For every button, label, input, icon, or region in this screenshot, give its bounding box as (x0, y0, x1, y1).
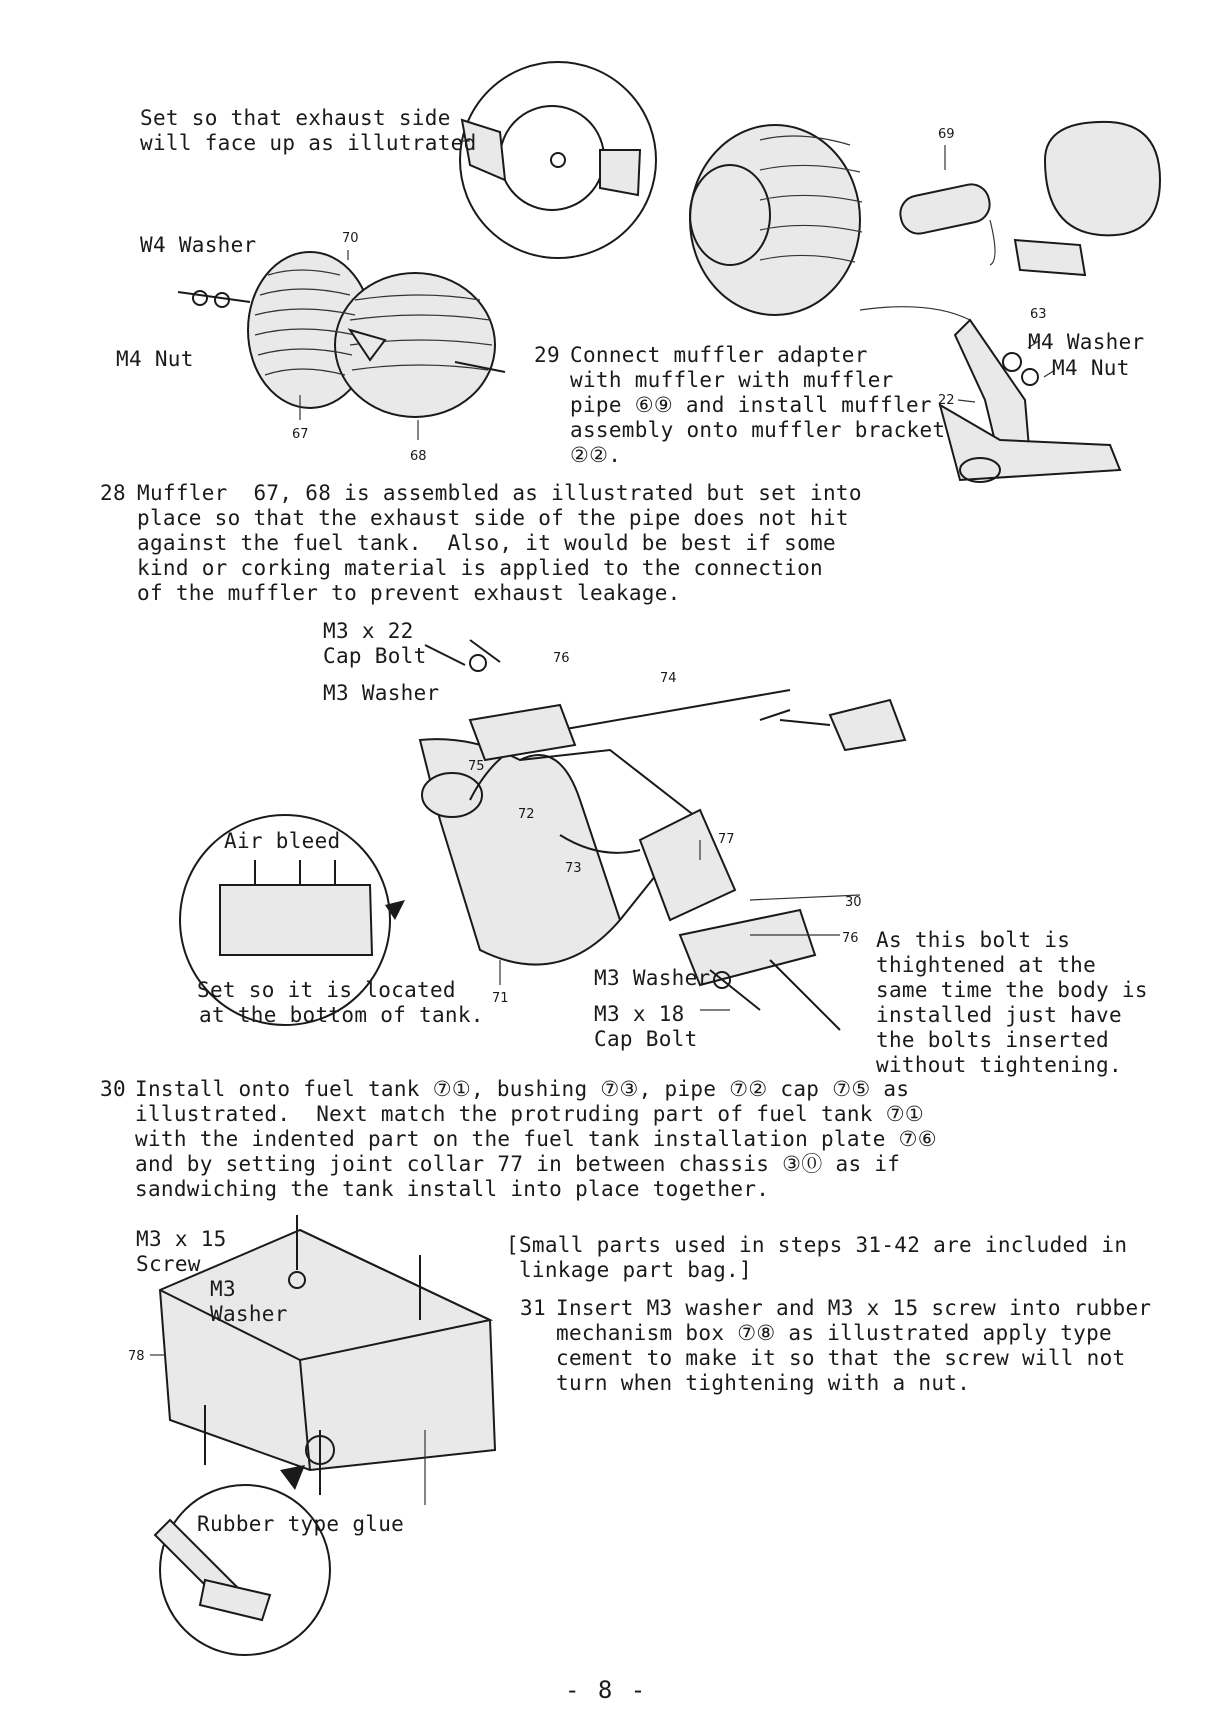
bolt-note: As this bolt is thightened at the same time the body is installed just have the bolts inserted without tightening. (876, 928, 1148, 1077)
m4-nut-shape (215, 293, 229, 307)
m3x22-label-line1: M3 x 22 (323, 619, 414, 643)
air-bleed-tank (220, 885, 372, 955)
part-num-30: 30 (845, 895, 862, 910)
m3-washer-label-line2: Washer (210, 1302, 288, 1326)
part-num-73: 73 (565, 861, 582, 876)
part-num-76a: 76 (553, 651, 570, 666)
m3x22-label-line2: Cap Bolt (323, 644, 427, 668)
chassis-plate (940, 405, 1120, 480)
glue-arrow (280, 1465, 305, 1490)
m4-nut-label-2: M4 Nut (1052, 356, 1130, 380)
leader-22 (958, 400, 975, 402)
part-num-68: 68 (410, 449, 427, 464)
pipe-curve (990, 220, 995, 265)
set-bottom-line1: Set so it is located (197, 978, 456, 1002)
bracket-link (860, 307, 970, 320)
detail-bolt (551, 153, 565, 167)
glue-detail-circle (160, 1485, 330, 1655)
step-text: Install onto fuel tank ⑦①, bushing ⑦③, pipe ⑦② cap ⑦⑤ as illustrated. Next match the protruding part of fuel tank ⑦① with the indented part on the fuel tank installation plate ⑦⑥ and by setting joint collar 77 in between chassis ③⓪ as if sandwiching the tank install into place together. (135, 1077, 937, 1201)
m4-nut-label: M4 Nut (116, 347, 194, 371)
part-num-67: 67 (292, 427, 309, 442)
fuel-filter (830, 700, 905, 750)
m3-washer-top-label: M3 Washer (323, 681, 440, 705)
mechanism-box-figure (150, 1215, 495, 1655)
muffler-adapter (1015, 240, 1085, 275)
part-num-78: 78 (128, 1349, 145, 1364)
m4-washer-shape-2 (1003, 353, 1021, 371)
m3x15-label-line2: Screw (136, 1252, 201, 1276)
page-number: - 8 - (565, 1676, 648, 1704)
m3x15-label-line1: M3 x 15 (136, 1227, 227, 1251)
m3x18-label-line2: Cap Bolt (594, 1027, 698, 1051)
m3-washer-label-line1: M3 (210, 1277, 236, 1301)
exhaust-callout: Set so that exhaust side will face up as illutrated (140, 106, 477, 155)
step-text: Connect muffler adapter with muffler with muffler pipe ⑥⑨ and install muffler assembly onto muffler bracket ②②. (570, 343, 946, 467)
joint-collar-77 (640, 810, 735, 920)
part-num-77: 77 (718, 832, 735, 847)
m3-washer-bottom-label: M3 Washer (594, 966, 711, 990)
m4-washer-label: M4 Washer (1028, 330, 1145, 354)
air-bleed-tubes (255, 860, 335, 885)
leader-30 (750, 895, 860, 900)
muffler-pipe-69 (897, 181, 993, 237)
step-number: 28 (100, 481, 126, 505)
step-text: Muffler 67, 68 is assembled as illustrated but set into place so that the exhaust side of the pipe does not hit against the fuel tank. Also, it would be best if some kind or corking material is applied to the connection of the muffler to prevent exhaust leakage. (137, 481, 862, 605)
nut-arrow (178, 292, 250, 302)
tank-plate-76-top (470, 705, 575, 760)
part-num-72: 72 (518, 807, 535, 822)
muffler-chamber (1045, 122, 1160, 235)
glue-screw-part (200, 1580, 270, 1620)
step-text: Insert M3 washer and M3 x 15 screw into rubber mechanism box ⑦⑧ as illustrated apply type cement to make it so that the screw will not turn when tightening with a nut. (556, 1296, 1152, 1395)
step-number: 30 (100, 1077, 126, 1101)
set-bottom-line2: at the bottom of tank. (199, 1003, 484, 1027)
w4-washer-shape (193, 291, 207, 305)
filter-nipple (780, 720, 830, 725)
filter-nipple-2 (760, 710, 790, 720)
part-num-74: 74 (660, 671, 677, 686)
part-num-75: 75 (468, 759, 485, 774)
mechanism-box-78 (160, 1230, 495, 1470)
part-num-76b: 76 (842, 931, 859, 946)
part-num-70: 70 (342, 231, 359, 246)
step-number: 29 (534, 343, 560, 367)
air-bleed-label: Air bleed (224, 829, 341, 853)
part-num-22: 22 (938, 393, 955, 408)
part-num-63: 63 (1030, 307, 1047, 322)
small-parts-note: [Small parts used in steps 31-42 are included in linkage part bag.] (506, 1233, 1128, 1282)
rubber-glue-label: Rubber type glue (197, 1512, 405, 1536)
part-num-71: 71 (492, 991, 509, 1006)
m4-nut-shape-2 (1022, 369, 1038, 385)
engine-cylinder (690, 125, 860, 315)
part-num-69: 69 (938, 127, 955, 142)
step-31 (520, 1296, 1151, 1396)
step-30 (100, 1077, 937, 1202)
detail-tab-2 (600, 150, 640, 195)
step-28 (100, 481, 862, 606)
m3x18-label-line1: M3 x 18 (594, 1002, 685, 1026)
step-number: 31 (520, 1296, 546, 1320)
m3-washer-top (470, 655, 486, 671)
w4-washer-label: W4 Washer (140, 233, 257, 257)
step-29 (534, 343, 945, 468)
